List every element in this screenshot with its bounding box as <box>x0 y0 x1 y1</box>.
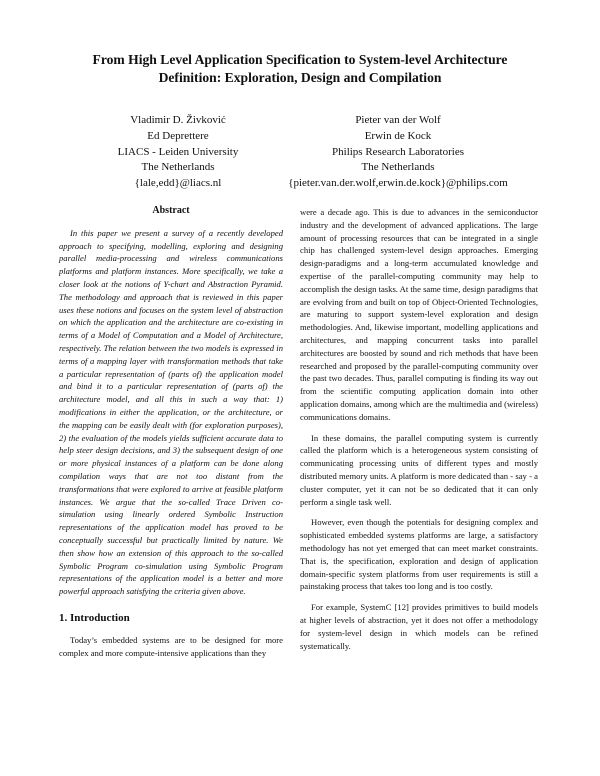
author-email: {lale,edd}@liacs.nl <box>134 177 222 190</box>
author-block-right <box>248 113 548 192</box>
body-paragraph: were a decade ago. This is due to advances in the semiconductor industry and the development of advanced applications. The large amount of processing resources that can be integrated in a single chip has challenged system-level design approaches. Emerging design-paradigms and a long-term accumulated knowledge and expertise of the parallel-computing community may help to accomplish the design tasks. At the same time, design paradigms that are evolving from and built on top of Object-Oriented Technologies, are maturing to support system-level exploration and design methodologies. And, likewise important, modelling applications and architectures, and mapping concurrent tasks into parallel architectures are boosted by sound and rich methods that have been researched and proposed by the parallel-computing community over the past two decades. Thus, parallel computing is finding its way out from the scientific computing application domain into other application domains, among which are the multimedia and (wireless) communications domains. <box>300 207 538 422</box>
author-name: Erwin de Kock <box>364 129 432 142</box>
abstract-text: In this paper we present a survey of a recently developed approach to specifying, modelling, exploring and designing parallel media-processing and wireless communications platforms and platform instances. More specifically, we take a closer look at the notions of Y-chart and Abstraction Pyramid. The methodology and approach that is reviewed in this paper uses these notions and focuses on the system level of abstraction on which the application and the architecture are co-existing in terms of a Model of Computation and a Model of Architecture, respectively. The relation between the two models is expressed in terms of a mapping layer with transformation methods that take a particular representation of (parts of) the application model and bind it to a particular representation of (parts of) the architecture model, and all this in such a way that: 1) modifications in either the application, or the architecture, or the mapping can be easily dealt with (for exploration purposes), 2) the evaluation of the models yields sufficient accurate data to help steer design decisions, and 3) the subsequent design of one or more physical instances of a platform can be done along compilation ways that are not too distant from the transformations that were explored to arrive at feasible platform instances. We argue that the so-called Trace Driven co-simulation using linearly ordered Symbolic Instruction representations of the application model has proved to be conceptually successful but practically limited by nature. We then show how an extension of this approach to the so-called Symbolic Program co-simulation using Symbolic Program representations of the application model is a better and more powerful approach satisfying the criteria given above. <box>59 227 283 597</box>
author-name: Ed Deprettere <box>147 129 209 142</box>
right-column <box>300 206 538 652</box>
paper-title: From High Level Application Specification to System-level Architecture Definition: Exploration, Design and Compilation <box>92 52 508 85</box>
left-column <box>59 205 283 659</box>
section-heading: 1. Introduction <box>59 611 130 624</box>
author-name: Vladimir D. Živković <box>130 114 226 126</box>
body-paragraph: In these domains, the parallel computing system is currently called the platform which is a heterogeneous system consisting of communicating processing units of different types and mostly distributed memory units. A platform is more dedicated than - say - a cluster computer, yet it can not be so dedicated that it can only perform a single task well. <box>300 432 538 507</box>
body-paragraph: Today’s embedded systems are to be designed for more complex and more compute-intensive applications than they <box>59 634 283 658</box>
abstract-heading: Abstract <box>152 205 190 216</box>
author-affiliation: Philips Research Laboratories <box>332 145 464 158</box>
author-email: {pieter.van.der.wolf,erwin.de.kock}@philips.com <box>288 177 508 190</box>
author-country: The Netherlands <box>141 161 215 174</box>
author-affiliation: LIACS - Leiden University <box>117 145 239 158</box>
author-country: The Netherlands <box>361 161 435 174</box>
body-paragraph: For example, SystemC [12] provides primitives to build models at higher levels of abstraction, yet it does not offer a methodology for system-level design in which models can be refined systematically. <box>300 602 538 651</box>
author-block-left <box>93 113 263 192</box>
body-paragraph: However, even though the potentials for designing complex and sophisticated embedded systems platforms are large, a satisfactory methodology has not yet emerged that can meet market constraints. That is, the specification, exploration and design of application domain-specific system platforms from user requirements is still a painstaking process that takes too long and is too costly. <box>300 517 538 592</box>
author-name: Pieter van der Wolf <box>355 114 441 126</box>
